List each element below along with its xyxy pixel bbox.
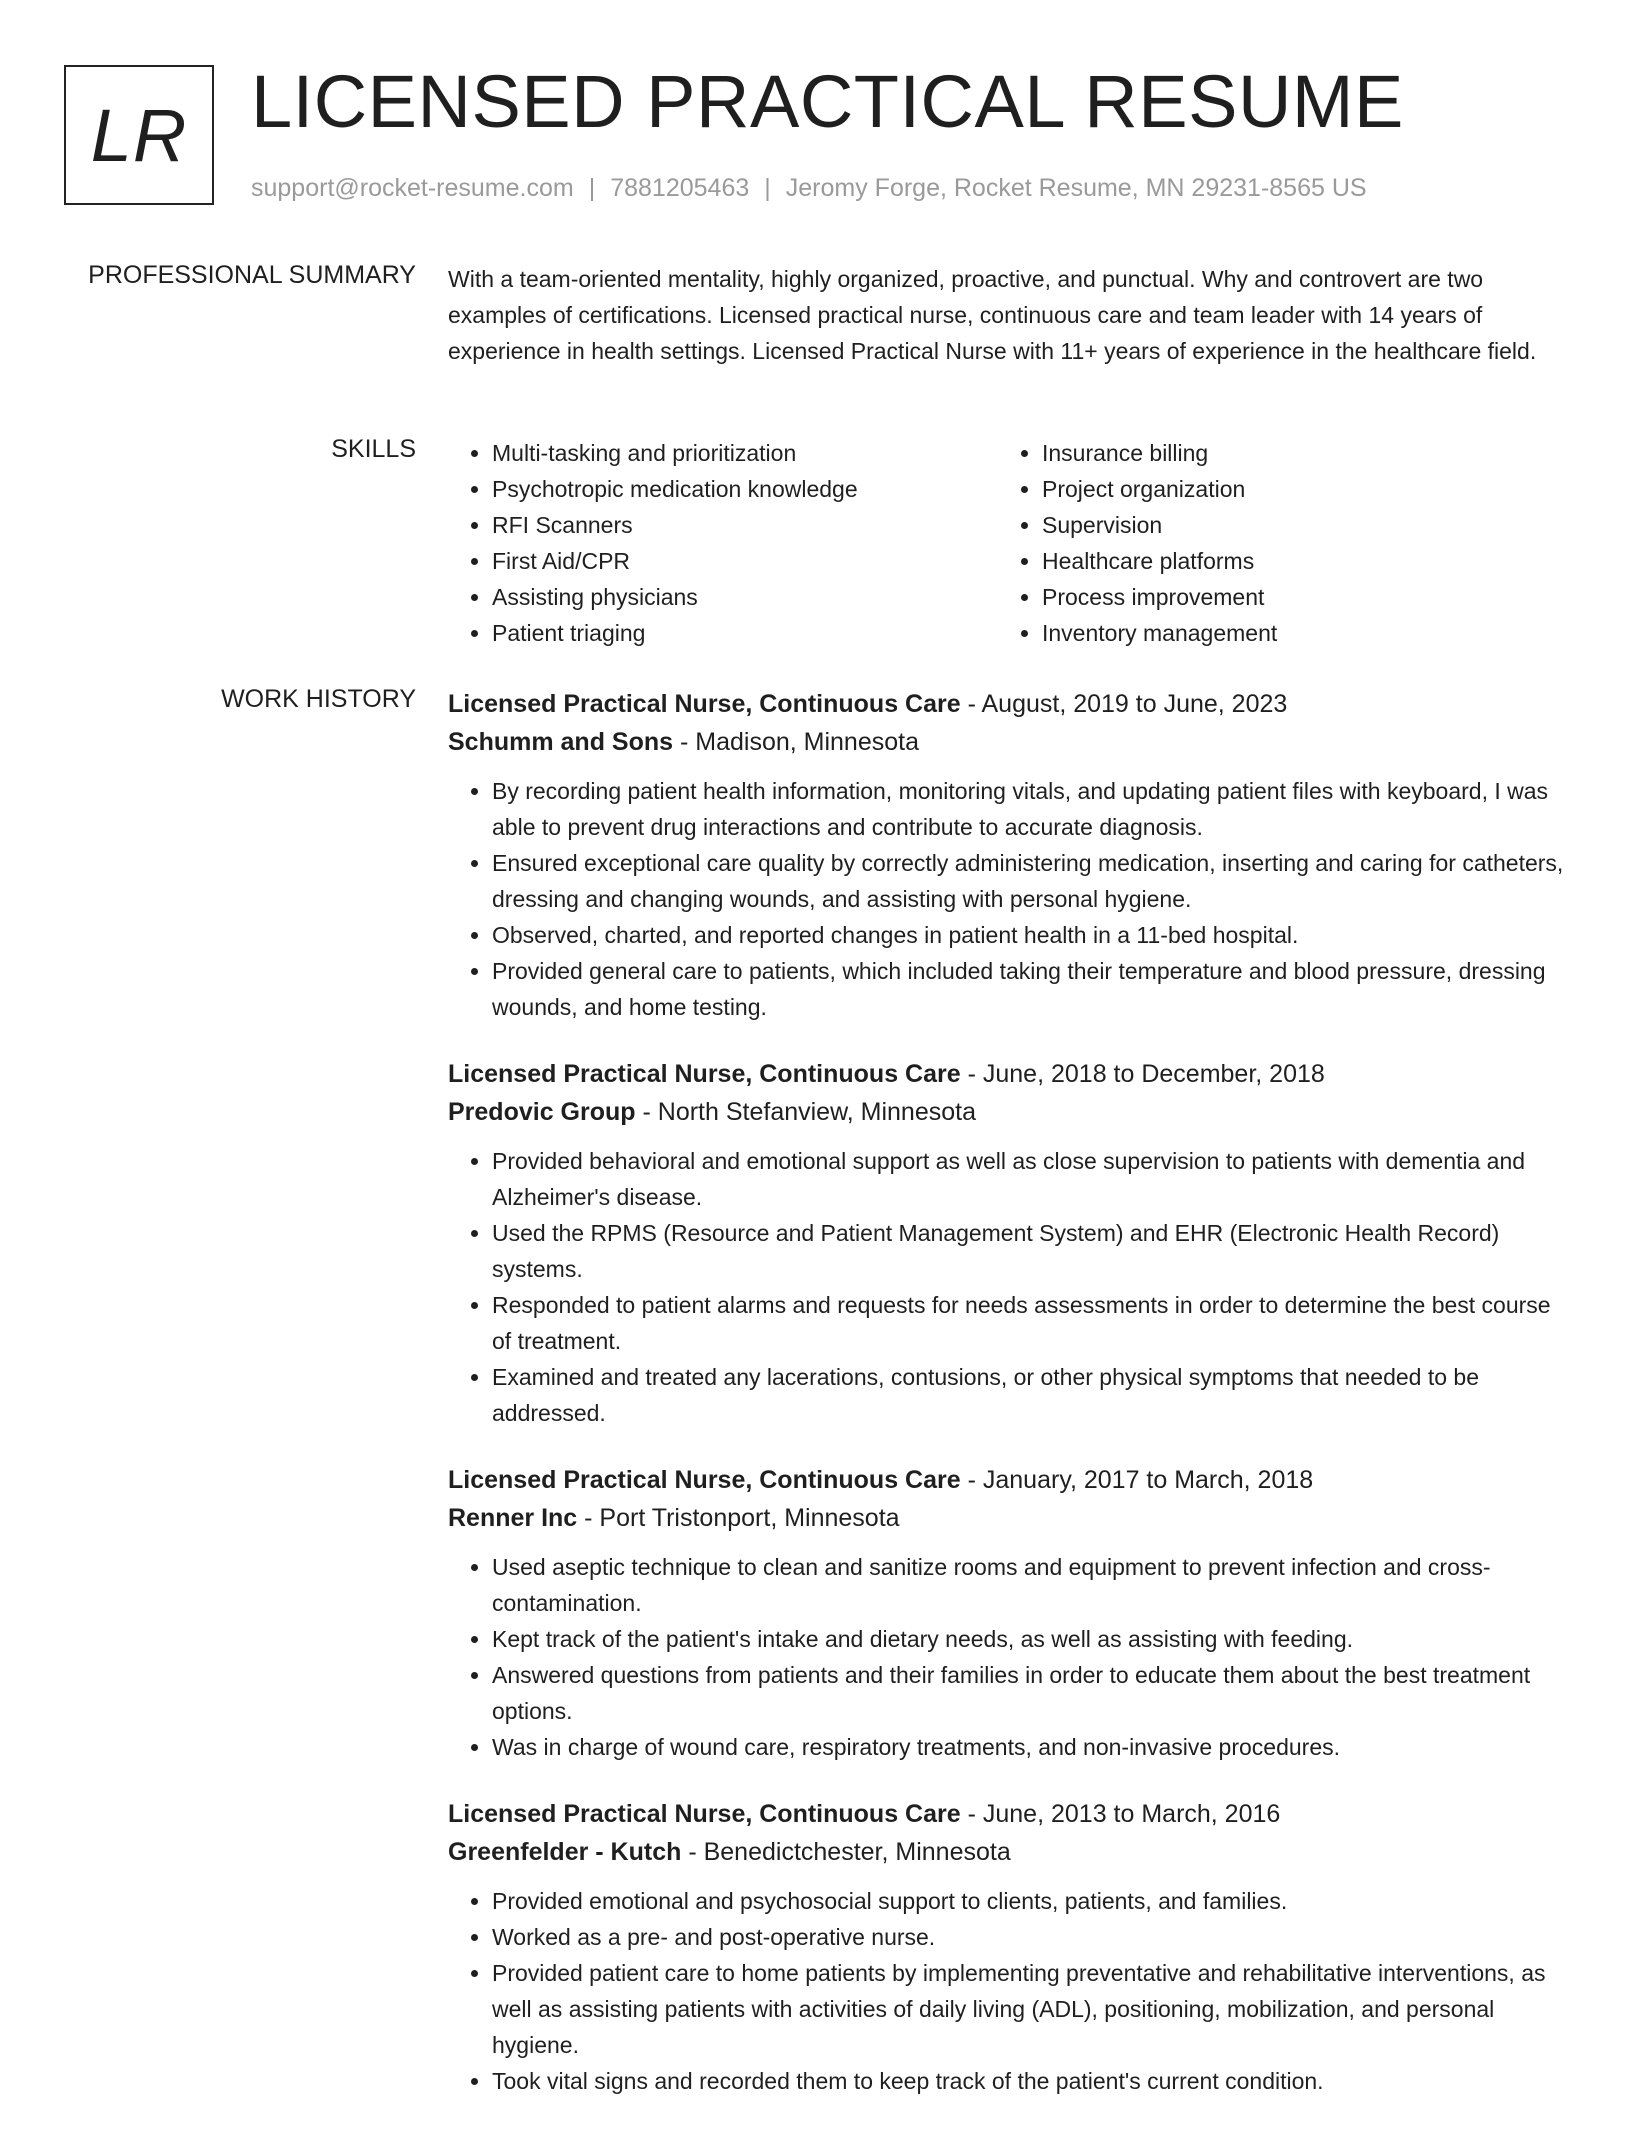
job-title: Licensed Practical Nurse, Continuous Care (448, 1800, 961, 1828)
job-bullet: • Provided general care to patients, which included taking their temperature and blood pressure, dressing wounds, and home testing. (492, 953, 1568, 1025)
job-bullet: • Observed, charted, and reported changes in patient health in a 11-bed hospital. (492, 917, 1568, 953)
job-bullet: • Used the RPMS (Resource and Patient Management System) and EHR (Electronic Health Record) systems. (492, 1215, 1568, 1287)
job-bullet: • Worked as a pre- and post-operative nurse. (492, 1919, 1568, 1955)
job-title-line: Licensed Practical Nurse, Continuous Care - June, 2018 to December, 2018 (448, 1060, 1325, 1088)
skill-item: • Multi-tasking and prioritization (492, 435, 998, 471)
job-dates: June, 2018 to December, 2018 (982, 1060, 1325, 1088)
contact-address: Jeromy Forge, Rocket Resume, MN 29231-8565 US (785, 174, 1367, 202)
summary-label: PROFESSIONAL SUMMARY (88, 261, 416, 289)
job-title: Licensed Practical Nurse, Continuous Care (448, 690, 961, 718)
resume-header (64, 60, 1584, 215)
job-entry (448, 1795, 1568, 2099)
skill-item: • Supervision (1042, 507, 1548, 543)
contact-line (251, 174, 1367, 203)
job-location: Madison, Minnesota (695, 728, 919, 756)
skill-item: • Healthcare platforms (1042, 543, 1548, 579)
job-bullet: • Examined and treated any lacerations, contusions, or other physical symptoms that needed to be addressed. (492, 1359, 1568, 1431)
job-title-line: Licensed Practical Nurse, Continuous Care - June, 2013 to March, 2016 (448, 1800, 1281, 1828)
job-title-line: Licensed Practical Nurse, Continuous Care - August, 2019 to June, 2023 (448, 690, 1288, 718)
job-company: Predovic Group (448, 1098, 636, 1126)
resume-title: LICENSED PRACTICAL RESUME (251, 60, 1404, 143)
job-bullet: • Was in charge of wound care, respiratory treatments, and non-invasive procedures. (492, 1729, 1568, 1765)
job-bullet: • Responded to patient alarms and requests for needs assessments in order to determine the best course of treatment. (492, 1287, 1568, 1359)
skill-item: • Process improvement (1042, 579, 1548, 615)
job-bullet: • Answered questions from patients and their families in order to educate them about the best treatment options. (492, 1657, 1568, 1729)
summary-text: With a team-oriented mentality, highly organized, proactive, and punctual. Why and controvert are two examples of certifications. Licensed practical nurse, continuous care and team leader with 14 years of experience in health settings. Licensed Practical Nurse with 11+ years of experience in the healthcare field. (448, 266, 1537, 364)
summary-body (448, 261, 1568, 369)
job-company-line: Greenfelder - Kutch - Benedictchester, Minnesota (448, 1838, 1011, 1866)
job-company: Greenfelder - Kutch (448, 1838, 682, 1866)
skills-label: SKILLS (331, 435, 416, 463)
job-company-line: Renner Inc - Port Tristonport, Minnesota (448, 1504, 900, 1532)
job-bullets (448, 1143, 1568, 1431)
job-entry (448, 1055, 1568, 1431)
skill-item: • RFI Scanners (492, 507, 998, 543)
skill-item: • Project organization (1042, 471, 1548, 507)
skill-item: • Assisting physicians (492, 579, 998, 615)
job-location: Port Tristonport, Minnesota (599, 1504, 900, 1532)
skills-lists (448, 435, 1568, 651)
job-dates: August, 2019 to June, 2023 (981, 690, 1288, 718)
job-bullet: • Took vital signs and recorded them to keep track of the patient's current condition. (492, 2063, 1568, 2099)
job-title: Licensed Practical Nurse, Continuous Care (448, 1060, 961, 1088)
job-bullets (448, 773, 1568, 1025)
skills-list-right (998, 435, 1548, 651)
job-bullet: • Used aseptic technique to clean and sanitize rooms and equipment to prevent infection and cross-contamination. (492, 1549, 1568, 1621)
skill-item: • Inventory management (1042, 615, 1548, 651)
skill-item: • First Aid/CPR (492, 543, 998, 579)
monogram-logo: LR (64, 65, 214, 205)
job-entry (448, 685, 1568, 1025)
job-location: North Stefanview, Minnesota (657, 1098, 976, 1126)
job-dates: June, 2013 to March, 2016 (982, 1800, 1281, 1828)
job-bullet: • Provided emotional and psychosocial support to clients, patients, and families. (492, 1883, 1568, 1919)
job-bullet: • Provided patient care to home patients by implementing preventative and rehabilitative interventions, as well as assisting patients with activities of daily living (ADL), positioning, mobilization, and personal hygiene. (492, 1955, 1568, 2063)
job-bullet: • By recording patient health information, monitoring vitals, and updating patient files with keyboard, I was able to prevent drug interactions and contribute to accurate diagnosis. (492, 773, 1568, 845)
skill-item: • Insurance billing (1042, 435, 1548, 471)
job-entry (448, 1461, 1568, 1765)
skill-item: • Psychotropic medication knowledge (492, 471, 998, 507)
job-company: Renner Inc (448, 1504, 578, 1532)
job-title-line: Licensed Practical Nurse, Continuous Care - January, 2017 to March, 2018 (448, 1466, 1314, 1494)
job-bullets (448, 1549, 1568, 1765)
work-history-label: WORK HISTORY (221, 685, 416, 713)
contact-separator: | (588, 174, 596, 202)
job-bullet: • Provided behavioral and emotional support as well as close supervision to patients with dementia and Alzheimer's disease. (492, 1143, 1568, 1215)
job-company-line: Predovic Group - North Stefanview, Minnesota (448, 1098, 976, 1126)
work-history-body (448, 685, 1568, 2129)
job-bullets (448, 1883, 1568, 2099)
job-bullet: • Kept track of the patient's intake and dietary needs, as well as assisting with feeding. (492, 1621, 1568, 1657)
job-title: Licensed Practical Nurse, Continuous Care (448, 1466, 961, 1494)
contact-email: support@rocket-resume.com (251, 174, 574, 202)
skill-item: • Patient triaging (492, 615, 998, 651)
job-location: Benedictchester, Minnesota (703, 1838, 1011, 1866)
job-bullet: • Ensured exceptional care quality by correctly administering medication, inserting and caring for catheters, dressing and changing wounds, and assisting with personal hygiene. (492, 845, 1568, 917)
job-dates: January, 2017 to March, 2018 (982, 1466, 1314, 1494)
contact-phone: 7881205463 (610, 174, 750, 202)
skills-list-left (448, 435, 998, 651)
contact-separator: | (764, 174, 771, 202)
job-company: Schumm and Sons (448, 728, 674, 756)
job-company-line: Schumm and Sons - Madison, Minnesota (448, 728, 919, 756)
